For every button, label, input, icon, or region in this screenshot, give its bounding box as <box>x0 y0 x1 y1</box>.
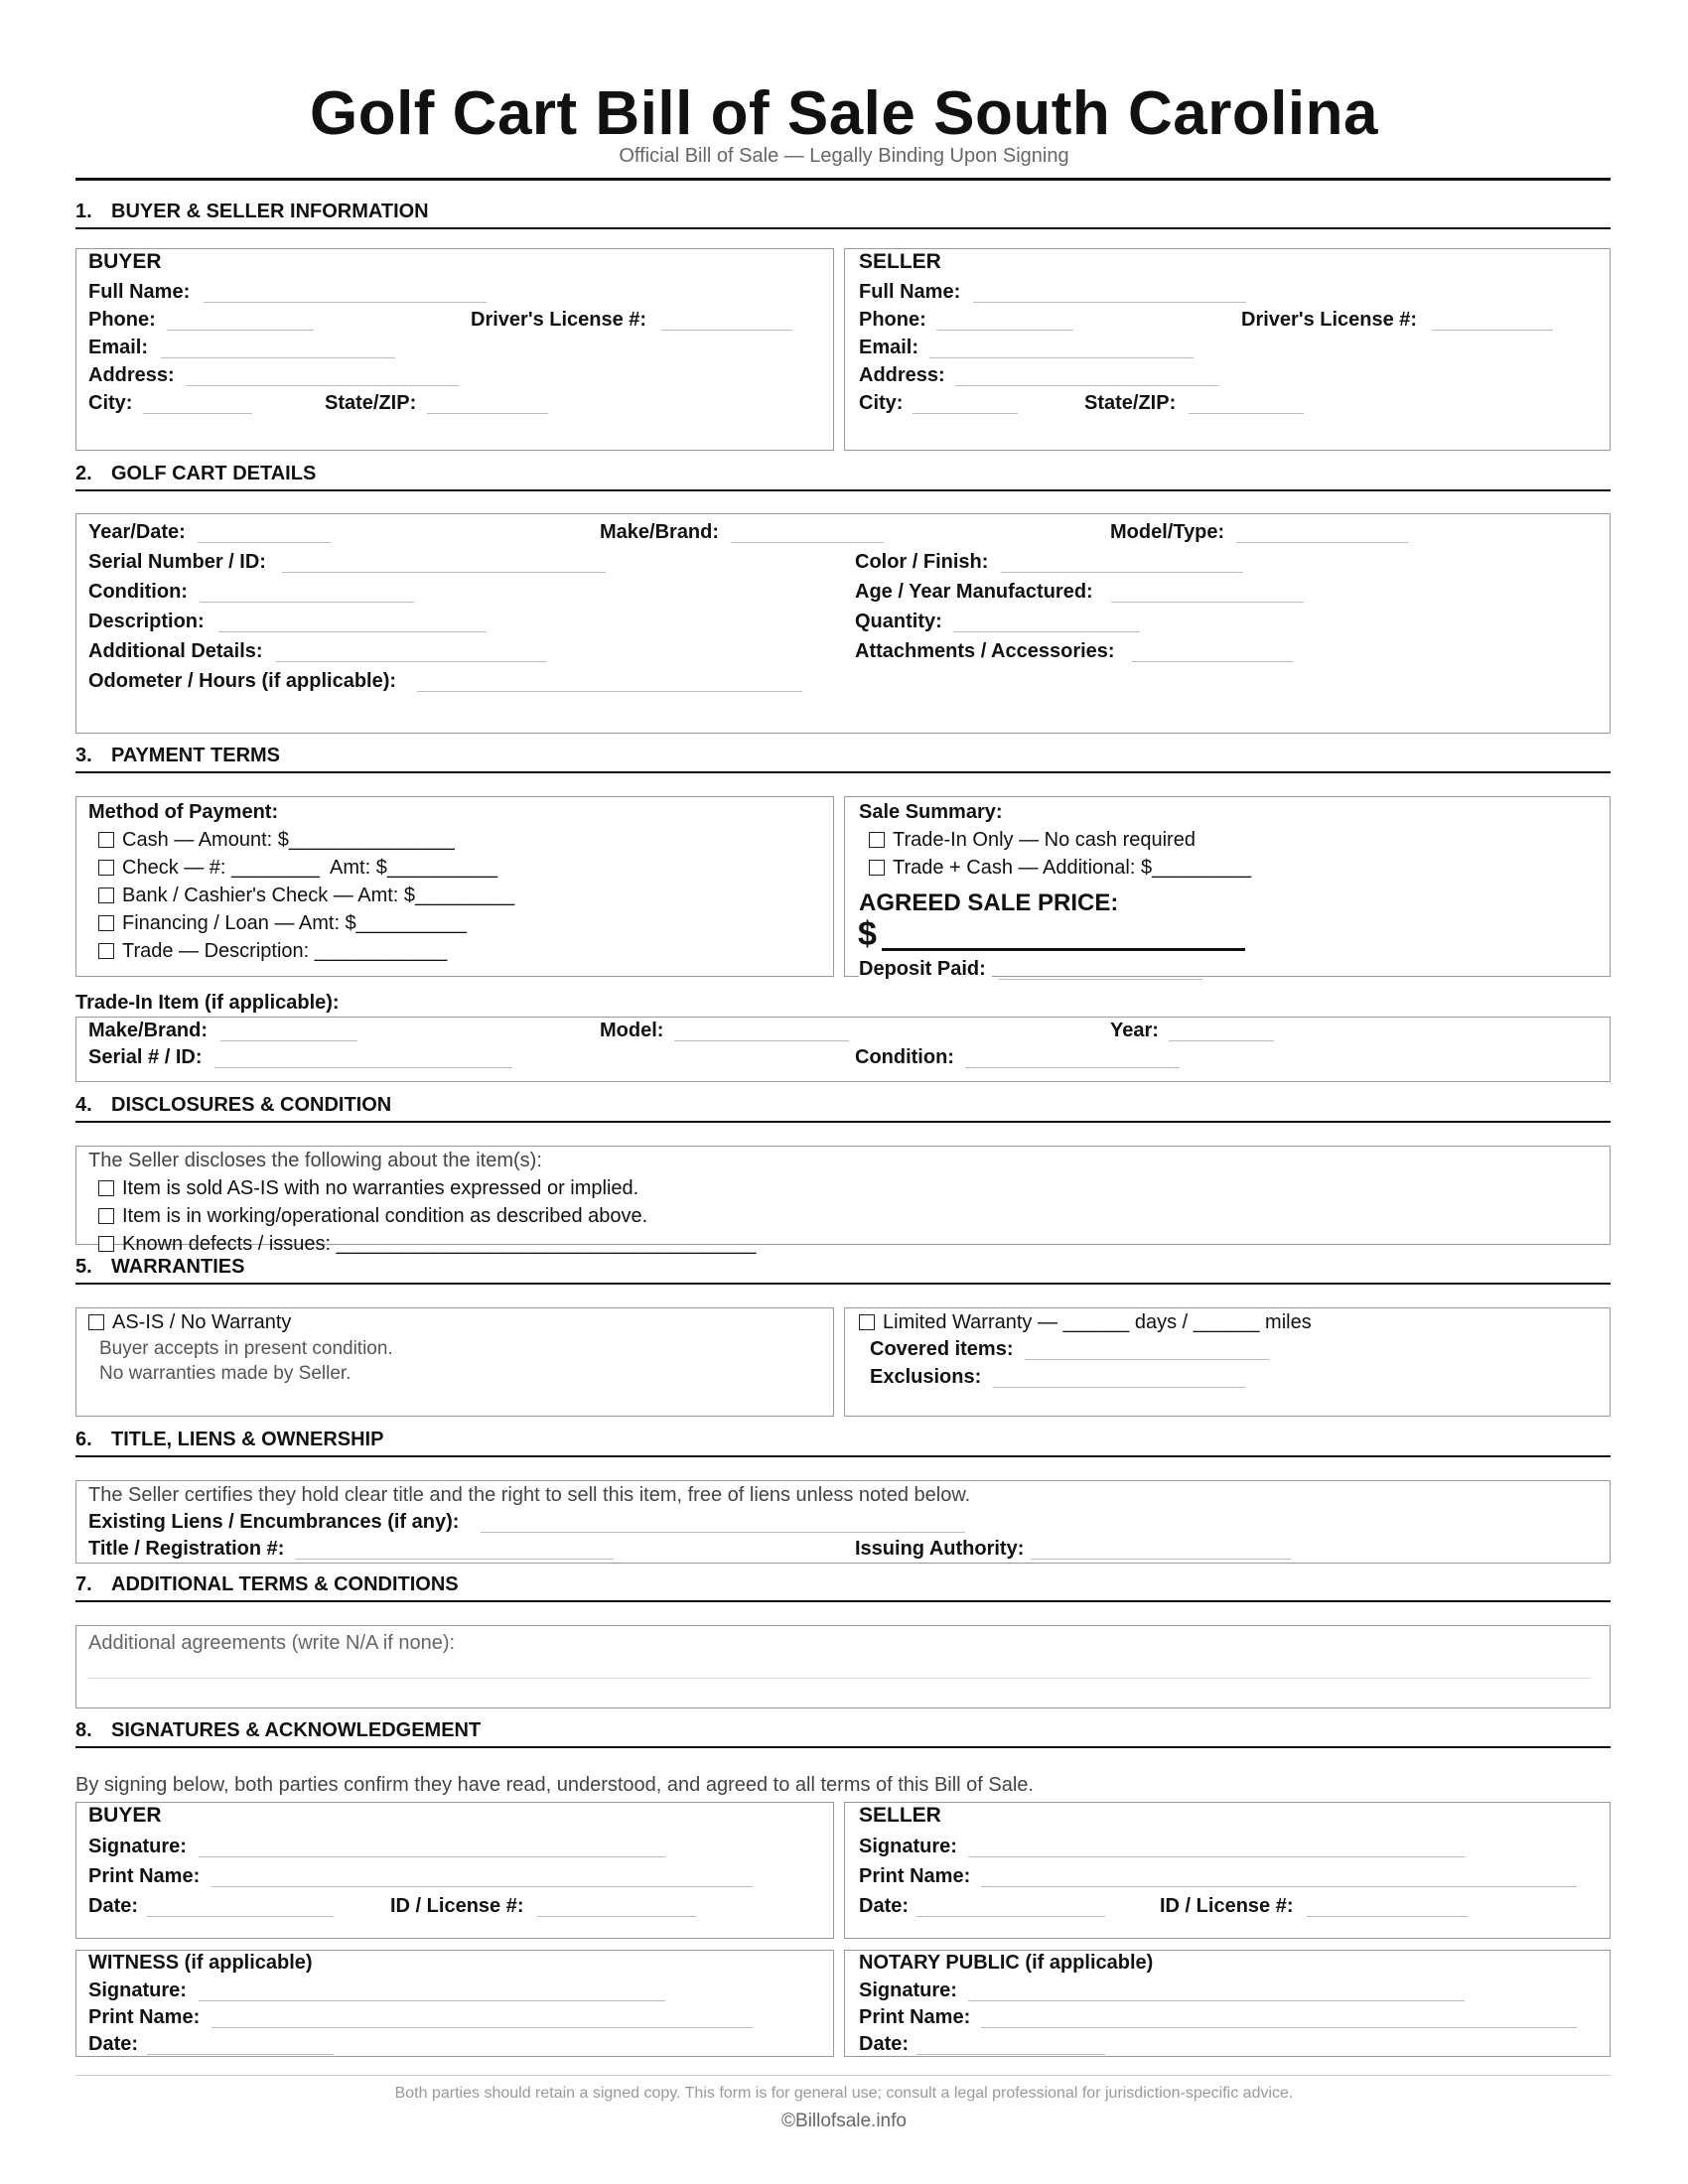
cart-additional-label: Additional Details: <box>88 640 263 662</box>
cart-year-label: Year/Date: <box>88 521 186 543</box>
exclusions-field[interactable] <box>993 1387 1245 1388</box>
section-heading-buyer-seller: 1. BUYER & SELLER INFORMATION <box>75 201 1611 229</box>
asis-checkbox[interactable] <box>98 1180 114 1196</box>
footer-note: Both parties should retain a signed copy. This form is for general use; consult a legal professional for jurisdiction-specific advice. <box>394 2085 1294 2102</box>
buyer-city-field[interactable] <box>143 413 252 414</box>
signatures-intro: By signing below, both parties confirm they have read, understood, and agreed to all terms of this Bill of Sale. <box>75 1774 1034 1796</box>
disclosure-defects-option[interactable]: Known defects / issues: ______________________________________ <box>98 1232 756 1256</box>
cart-attachments-label: Attachments / Accessories: <box>855 640 1115 662</box>
buyer-info-box <box>75 248 834 451</box>
issuing-authority-field[interactable] <box>1031 1559 1291 1560</box>
seller-id-field[interactable] <box>1307 1916 1468 1917</box>
seller-city-label: City: <box>859 392 904 414</box>
limited-warranty-option[interactable]: Limited Warranty — ______ days / ______ miles <box>859 1310 1312 1334</box>
trade-in-make-label: Make/Brand: <box>88 1020 209 1041</box>
buyer-city-label: City: <box>88 392 133 414</box>
disclosure-asis-option[interactable]: Item is sold AS-IS with no warranties expressed or implied. <box>98 1176 638 1200</box>
cart-quantity-field[interactable] <box>953 631 1140 632</box>
witness-heading: WITNESS (if applicable) <box>88 1952 313 1974</box>
cart-description-label: Description: <box>88 611 205 632</box>
footer-copyright: ©Billofsale.info <box>781 2111 907 2131</box>
seller-heading: SELLER <box>859 250 941 273</box>
working-checkbox[interactable] <box>98 1208 114 1224</box>
payment-bank-option[interactable]: Bank / Cashier's Check — Amt: $_________ <box>98 884 514 907</box>
title-liens-intro: The Seller certifies they hold clear title and the right to sell this item, free of liens unless noted below. <box>88 1484 971 1506</box>
cart-color-field[interactable] <box>1001 572 1243 573</box>
witness-print-name-field[interactable] <box>211 2027 753 2028</box>
trade-in-model-field[interactable] <box>674 1040 849 1041</box>
buyer-id-label: ID / License #: <box>390 1895 524 1917</box>
cart-year-field[interactable] <box>198 542 331 543</box>
cart-age-label: Age / Year Manufactured: <box>855 581 1093 603</box>
trade-in-make-field[interactable] <box>220 1040 357 1041</box>
seller-full-name-label: Full Name: <box>859 281 961 303</box>
liens-field[interactable] <box>481 1532 965 1533</box>
buyer-address-field[interactable] <box>186 385 459 386</box>
cart-condition-label: Condition: <box>88 581 188 603</box>
trade-in-year-field[interactable] <box>1169 1040 1274 1041</box>
notary-date-field[interactable] <box>916 2054 1105 2055</box>
asis-warranty-checkbox[interactable] <box>88 1314 104 1330</box>
buyer-email-field[interactable] <box>161 357 395 358</box>
trade-checkbox[interactable] <box>98 943 114 959</box>
buyer-license-field[interactable] <box>661 330 792 331</box>
buyer-signature-heading: BUYER <box>88 1804 162 1827</box>
seller-phone-label: Phone: <box>859 309 926 331</box>
cart-details-box <box>75 513 1611 734</box>
section-heading-warranties: 5. WARRANTIES <box>75 1256 1611 1285</box>
footer-rule <box>75 2075 1611 2076</box>
trade-in-condition-label: Condition: <box>855 1046 954 1068</box>
additional-terms-field[interactable] <box>88 1678 1592 1679</box>
buyer-state-zip-field[interactable] <box>427 413 548 414</box>
bank-checkbox[interactable] <box>98 887 114 903</box>
deposit-paid-field[interactable] <box>999 979 1202 980</box>
seller-email-field[interactable] <box>929 357 1194 358</box>
seller-state-zip-label: State/ZIP: <box>1084 392 1177 414</box>
cart-condition-field[interactable] <box>200 602 414 603</box>
agreed-sale-price-dollar: $ <box>858 915 877 953</box>
witness-date-field[interactable] <box>147 2054 334 2055</box>
seller-date-field[interactable] <box>916 1916 1105 1917</box>
sale-summary-heading: Sale Summary: <box>859 801 1003 823</box>
cart-model-field[interactable] <box>1236 542 1408 543</box>
trade-in-serial-field[interactable] <box>214 1067 512 1068</box>
witness-signature-label: Signature: <box>88 1979 187 2001</box>
cart-make-label: Make/Brand: <box>600 521 720 543</box>
defects-checkbox[interactable] <box>98 1236 114 1252</box>
buyer-full-name-label: Full Name: <box>88 281 191 303</box>
seller-address-field[interactable] <box>955 385 1218 386</box>
payment-method-heading: Method of Payment: <box>88 801 279 823</box>
buyer-full-name-field[interactable] <box>204 302 487 303</box>
buyer-license-label: Driver's License #: <box>471 309 647 331</box>
exclusions-label: Exclusions: <box>870 1366 982 1388</box>
payment-trade-option[interactable]: Trade — Description: ____________ <box>98 939 447 963</box>
seller-state-zip-field[interactable] <box>1189 413 1304 414</box>
payment-financing-option[interactable]: Financing / Loan — Amt: $__________ <box>98 911 467 935</box>
seller-phone-field[interactable] <box>936 330 1073 331</box>
disclosures-intro: The Seller discloses the following about the item(s): <box>88 1150 542 1171</box>
section-heading-payment-terms: 3. PAYMENT TERMS <box>75 745 1611 773</box>
section-heading-signatures: 8. SIGNATURES & ACKNOWLEDGEMENT <box>75 1719 1611 1748</box>
buyer-print-name-field[interactable] <box>211 1886 753 1887</box>
trade-in-year-label: Year: <box>1110 1020 1159 1041</box>
header-rule <box>75 178 1611 181</box>
trade-in-box <box>75 1017 1611 1082</box>
cart-attachments-field[interactable] <box>1132 661 1293 662</box>
seller-id-label: ID / License #: <box>1160 1895 1294 1917</box>
asis-warranty-note-1: Buyer accepts in present condition. <box>99 1338 393 1359</box>
seller-license-label: Driver's License #: <box>1241 309 1418 331</box>
notary-signature-field[interactable] <box>968 2000 1465 2001</box>
seller-date-label: Date: <box>859 1895 910 1917</box>
seller-email-label: Email: <box>859 337 919 358</box>
registration-field[interactable] <box>296 1559 614 1560</box>
section-heading-additional-terms: 7. ADDITIONAL TERMS & CONDITIONS <box>75 1573 1611 1602</box>
seller-signature-field[interactable] <box>968 1856 1465 1857</box>
trade-only-checkbox[interactable] <box>869 832 885 848</box>
financing-checkbox[interactable] <box>98 915 114 931</box>
asis-warranty-option[interactable]: AS-IS / No Warranty <box>88 1310 291 1334</box>
covered-items-label: Covered items: <box>870 1338 1014 1360</box>
buyer-print-name-label: Print Name: <box>88 1865 201 1887</box>
cart-quantity-label: Quantity: <box>855 611 942 632</box>
notary-date-label: Date: <box>859 2033 910 2055</box>
cart-description-field[interactable] <box>218 631 487 632</box>
additional-terms-prompt: Additional agreements (write N/A if none): <box>88 1632 456 1654</box>
check-checkbox[interactable] <box>98 860 114 876</box>
trade-cash-option[interactable]: Trade + Cash — Additional: $_________ <box>869 856 1251 880</box>
buyer-email-label: Email: <box>88 337 149 358</box>
seller-city-field[interactable] <box>913 413 1018 414</box>
section-heading-title-liens: 6. TITLE, LIENS & OWNERSHIP <box>75 1429 1611 1457</box>
seller-signature-heading: SELLER <box>859 1804 941 1827</box>
cart-model-label: Model/Type: <box>1110 521 1225 543</box>
buyer-state-zip-label: State/ZIP: <box>325 392 417 414</box>
page-title: Golf Cart Bill of Sale South Carolina <box>309 79 1379 148</box>
seller-signature-label: Signature: <box>859 1836 957 1857</box>
asis-warranty-note-2: No warranties made by Seller. <box>99 1363 352 1384</box>
buyer-signature-field[interactable] <box>199 1856 665 1857</box>
notary-heading: NOTARY PUBLIC (if applicable) <box>859 1952 1154 1974</box>
seller-print-name-field[interactable] <box>981 1886 1577 1887</box>
covered-items-field[interactable] <box>1025 1359 1269 1360</box>
payment-check-option[interactable]: Check — #: ________ Amt: $__________ <box>98 856 497 880</box>
trade-in-heading: Trade-In Item (if applicable): <box>75 992 340 1014</box>
notary-print-name-label: Print Name: <box>859 2006 971 2028</box>
witness-date-label: Date: <box>88 2033 139 2055</box>
buyer-signature-label: Signature: <box>88 1836 187 1857</box>
cart-make-field[interactable] <box>731 542 884 543</box>
agreed-sale-price-label: AGREED SALE PRICE: <box>859 889 1119 916</box>
witness-signature-field[interactable] <box>199 2000 665 2001</box>
registration-label: Title / Registration #: <box>88 1538 285 1560</box>
seller-license-field[interactable] <box>1432 330 1553 331</box>
seller-info-box <box>844 248 1611 451</box>
trade-only-option[interactable]: Trade-In Only — No cash required <box>869 828 1196 852</box>
cash-checkbox[interactable] <box>98 832 114 848</box>
seller-full-name-field[interactable] <box>973 302 1246 303</box>
cart-additional-field[interactable] <box>276 661 546 662</box>
payment-cash-option[interactable]: Cash — Amount: $_______________ <box>98 828 455 852</box>
cart-odometer-field[interactable] <box>417 691 802 692</box>
buyer-heading: BUYER <box>88 250 162 273</box>
limited-warranty-checkbox[interactable] <box>859 1314 875 1330</box>
notary-signature-label: Signature: <box>859 1979 957 2001</box>
buyer-id-field[interactable] <box>537 1916 696 1917</box>
page-subtitle: Official Bill of Sale — Legally Binding Upon Signing <box>619 145 1069 167</box>
trade-cash-checkbox[interactable] <box>869 860 885 876</box>
seller-print-name-label: Print Name: <box>859 1865 971 1887</box>
disclosure-working-option[interactable]: Item is in working/operational condition as described above. <box>98 1204 647 1228</box>
deposit-paid-label: Deposit Paid: <box>859 957 992 981</box>
buyer-date-label: Date: <box>88 1895 139 1917</box>
cart-age-field[interactable] <box>1111 602 1304 603</box>
buyer-phone-field[interactable] <box>167 330 314 331</box>
trade-in-condition-field[interactable] <box>965 1067 1180 1068</box>
section-heading-disclosures: 4. DISCLOSURES & CONDITION <box>75 1094 1611 1123</box>
witness-print-name-label: Print Name: <box>88 2006 201 2028</box>
issuing-authority-label: Issuing Authority: <box>855 1538 1025 1560</box>
cart-serial-label: Serial Number / ID: <box>88 551 266 573</box>
cart-color-label: Color / Finish: <box>855 551 989 573</box>
agreed-sale-price-field[interactable] <box>882 948 1245 951</box>
buyer-address-label: Address: <box>88 364 175 386</box>
buyer-phone-label: Phone: <box>88 309 156 331</box>
cart-odometer-label: Odometer / Hours (if applicable): <box>88 670 397 692</box>
section-heading-cart-details: 2. GOLF CART DETAILS <box>75 463 1611 491</box>
notary-print-name-field[interactable] <box>981 2027 1577 2028</box>
liens-label: Existing Liens / Encumbrances (if any): <box>88 1511 460 1533</box>
seller-address-label: Address: <box>859 364 945 386</box>
trade-in-model-label: Model: <box>600 1020 664 1041</box>
trade-in-serial-label: Serial # / ID: <box>88 1046 203 1068</box>
buyer-date-field[interactable] <box>147 1916 334 1917</box>
cart-serial-field[interactable] <box>282 572 606 573</box>
